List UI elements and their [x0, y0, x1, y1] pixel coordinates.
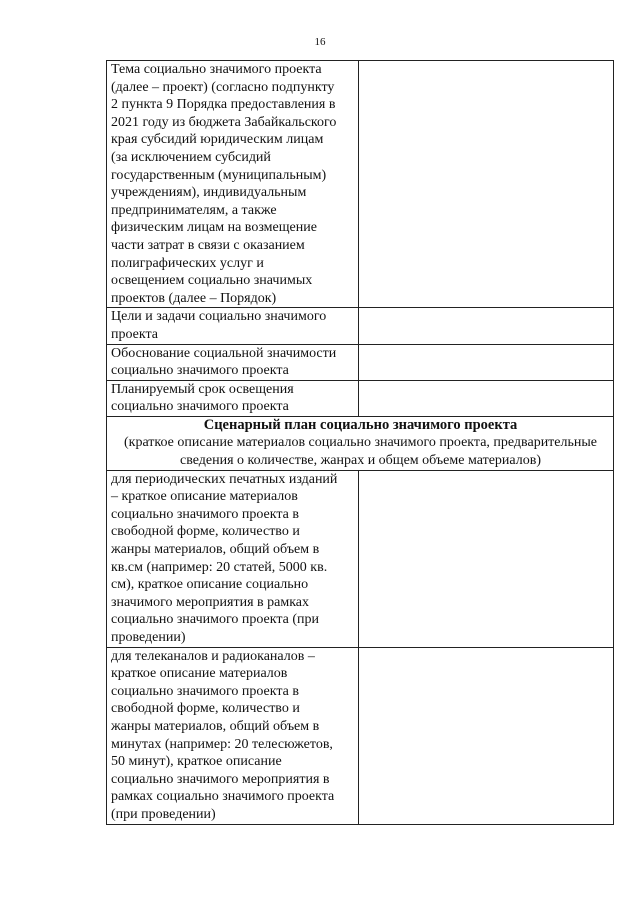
label-line: (далее – проект) (согласно подпункту: [111, 79, 335, 95]
label-line: учреждениям), индивидуальным: [111, 185, 307, 201]
label-line: края субсидий юридическим лицам: [111, 132, 324, 148]
label-line: 2 пункта 9 Порядка предоставления в: [111, 97, 336, 113]
label-line: значимого мероприятия в рамках: [111, 594, 309, 610]
table-row-tv-radio: [107, 647, 614, 824]
label-line: Цели и задачи социально значимого: [111, 309, 327, 325]
label-line: социально значимого проекта в: [111, 506, 299, 522]
label-line: для телеканалов и радиоканалов –: [111, 648, 315, 664]
label-line: минутах (например: 20 телесюжетов,: [111, 736, 333, 752]
label-line: – краткое описание материалов: [111, 489, 298, 505]
label-line: социально значимого мероприятия в: [111, 771, 330, 787]
field-label-tv-radio: [107, 647, 359, 824]
label-line: полиграфических услуг и: [111, 255, 264, 271]
field-value-project-topic[interactable]: [359, 61, 614, 308]
field-label-project-topic: [107, 61, 359, 308]
field-label-coverage-period: [107, 380, 359, 416]
label-line: рамках социально значимого проекта: [111, 789, 335, 805]
label-line: 50 минут), краткое описание: [111, 754, 282, 770]
table-row-print-media: [107, 470, 614, 647]
field-label-print-media: [107, 470, 359, 647]
label-line: социально значимого проекта (при: [111, 612, 320, 628]
label-line: кв.см (например: 20 статей, 5000 кв.: [111, 559, 328, 575]
table-row-coverage-period: [107, 380, 614, 416]
label-line: (при проведении): [111, 806, 216, 822]
label-line: части затрат в связи с оказанием: [111, 237, 305, 253]
table-row-project-topic: [107, 61, 614, 308]
section-title: Сценарный план социально значимого проекта: [203, 416, 518, 433]
field-label-justification: [107, 344, 359, 380]
label-line: физическим лицам на возмещение: [111, 220, 317, 236]
label-line: проектов (далее – Порядок): [111, 290, 277, 306]
label-line: проекта: [111, 326, 158, 342]
label-line: (за исключением субсидий: [111, 149, 271, 165]
label-line: проведении): [111, 630, 186, 645]
field-value-goals[interactable]: [359, 308, 614, 344]
label-line: свободной форме, количество и: [111, 701, 300, 717]
label-line: см), краткое описание социально: [111, 577, 309, 593]
label-line: жанры материалов, общий объем в: [111, 542, 320, 558]
page-number: 16: [314, 36, 326, 48]
section-subtitle: (краткое описание материалов социально значимого проекта, предварительные сведения о количестве, жанрах и общем объеме материалов): [123, 435, 597, 469]
label-line: 2021 году из бюджета Забайкальского: [111, 114, 337, 130]
table-row-section-header: [107, 416, 614, 470]
label-line: освещением социально значимых: [111, 273, 313, 289]
table-row-justification: [107, 344, 614, 380]
label-line: социально значимого проекта в: [111, 683, 299, 699]
label-line: жанры материалов, общий объем в: [111, 718, 320, 734]
label-line: Обоснование социальной значимости: [111, 345, 337, 361]
table-row-goals: [107, 308, 614, 344]
field-value-print-media[interactable]: [359, 470, 614, 647]
field-value-justification[interactable]: [359, 344, 614, 380]
field-value-tv-radio[interactable]: [359, 647, 614, 824]
label-line: для периодических печатных изданий: [111, 471, 338, 487]
field-value-coverage-period[interactable]: [359, 380, 614, 416]
label-line: государственным (муниципальным): [111, 167, 327, 183]
application-form-table: [106, 60, 614, 825]
label-line: свободной форме, количество и: [111, 524, 300, 540]
label-line: социально значимого проекта: [111, 363, 289, 379]
field-label-goals: [107, 308, 359, 344]
label-line: предпринимателям, а также: [111, 202, 277, 218]
label-line: социально значимого проекта: [111, 399, 289, 415]
label-line: краткое описание материалов: [111, 666, 288, 682]
label-line: Тема социально значимого проекта: [111, 62, 322, 77]
label-line: Планируемый срок освещения: [111, 381, 294, 397]
section-header: [107, 416, 614, 470]
